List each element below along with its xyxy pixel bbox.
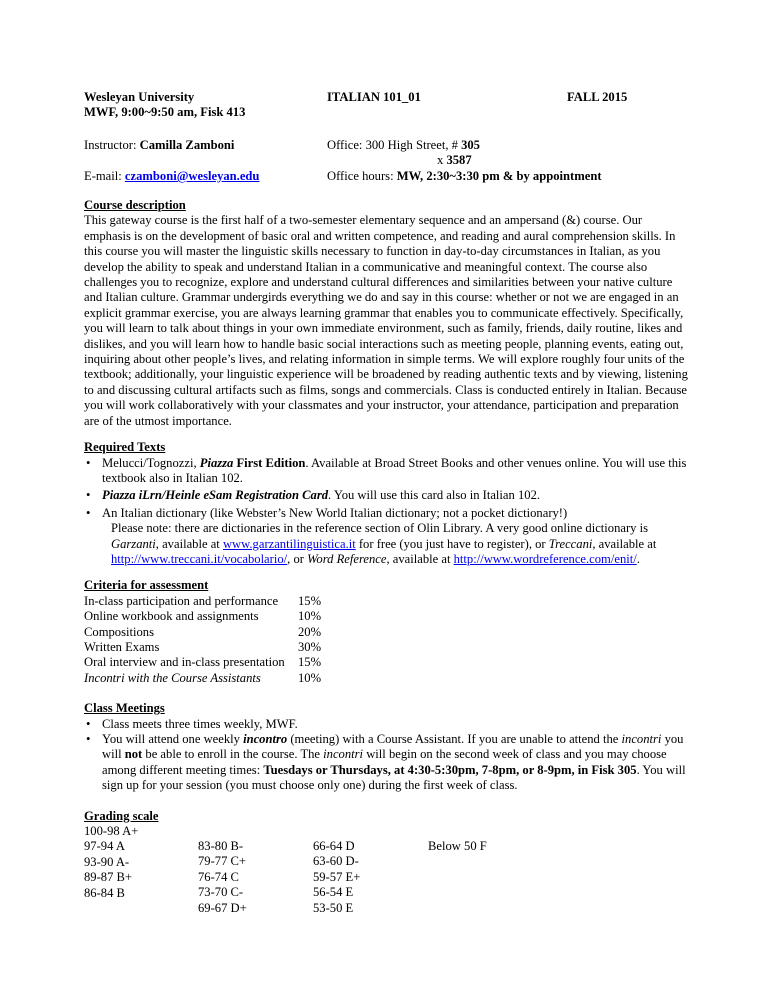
grade-entry: 89-87 B+ [84,870,133,885]
email-label: E-mail: [84,169,125,183]
grade-entry: 83-80 B- [198,839,244,854]
grade-column-4 [428,824,528,916]
list-item [102,506,692,568]
course-description-title: Course description [84,198,186,212]
grade-entry: 100-98 A+ [84,824,139,839]
office-hours-line [327,169,602,184]
instructor-line [84,138,234,153]
grade-entry: 69-67 D+ [198,900,247,915]
class-meetings-section [84,701,692,793]
grading-scale-section [84,809,692,916]
meeting-text: you will [102,732,684,762]
criteria-value: 30% [298,639,322,654]
note-text: , available at [155,536,223,551]
list-item [102,456,692,487]
office-line [327,138,480,153]
garzanti-link[interactable]: www.garzantilinguistica.it [222,536,356,551]
meeting-text: You will attend one weekly [102,732,244,746]
incontri-term: incontri [323,747,364,762]
wordreference-link[interactable]: http://www.wordreference.com/enit/ [453,551,637,566]
registration-card-title: Piazza iLrn/Heinle eSam Registration Card [102,488,329,503]
note-text: , available at [592,536,657,551]
email-link[interactable]: czamboni@wesleyan.edu [124,169,260,183]
note-text: for free (you just have to register), or [355,536,549,551]
class-schedule: MWF, 9:00~9:50 am, Fisk 413 [84,105,246,119]
instructor-label: Instructor: [84,138,140,152]
dictionary-note [102,521,692,567]
garzanti-name: Garzanti [111,536,156,551]
grade-entry: 53-50 E [313,900,354,915]
criteria-section [84,578,692,686]
course-code: ITALIAN 101_01 [327,90,421,104]
extension-label: x [437,153,447,167]
criteria-label: Oral interview and in-class presentation [84,655,285,670]
office-hours-label: Office hours: [327,169,397,183]
extension-number: 3587 [446,153,472,167]
grade-entry: 76-74 C [198,869,239,884]
criteria-table [84,594,692,686]
header [84,90,692,220]
grade-column-3 [313,824,428,916]
list-item [102,732,692,794]
instructor-name: Camilla Zamboni [139,138,235,152]
criteria-label: Online workbook and assignments [84,609,259,624]
grade-entry: 73-70 C- [198,885,244,900]
required-texts-section [84,440,692,567]
class-meetings-title: Class Meetings [84,701,165,716]
criteria-value: 10% [298,609,322,624]
university-name: Wesleyan University [84,90,195,104]
note-text: Please note: there are dictionaries in the reference section of Olin Library. A very good online dictionary is [111,521,649,536]
course-description-text: This gateway course is the first half of a two-semester elementary sequence and an ampersand (&) course. Our emphasis is on the development of basic oral and written competence, and reading and aural comprehension skills. In this course you will master the linguistic skills necessary to function in day-to-day circumstances in Italian, as you develop the ability to speak and understand Italian in a communicative and meaningful context. The course also challenges you to recognize, explore and understand cultural differences and similarities between your native culture and Italian culture. Grammar undergirds everything we do and say in this course: whether or not we are engaged in an explicit grammar exercise, you are always learning grammar that enables you to communicate effectively. Specifically, you will learn to talk about things in your own immediate environment, such as family, friends, daily routine, likes and dislikes, and you will learn how to handle basic social interactions such as meeting people, planning events, eating out, inquiring about other people’s lives, and relating information in simple terms. We will explore roughly four units of the textbook; additionally, your linguistic experience will be broadened by reading authentic texts and by viewing, listening to and discussing cultural artifacts such as films, songs and commercials. Class is conducted entirely in Italian. Because you will work collaboratively with your classmates and your instructor, your attendance, participation and preparation are of the utmost importance. [84,213,688,428]
list-item [102,488,692,503]
meeting-times: Tuesdays or Thursdays, at 4:30-5:30pm, 7-8pm, or 8-9pm, in Fisk 305 [263,762,637,777]
email-line [84,169,259,184]
criteria-label: In-class participation and performance [84,593,279,608]
not-emphasis: not [124,747,143,762]
registration-card-note: . You will use this card also in Italian 102. [328,488,541,503]
textbook-edition: First Edition [233,455,306,470]
textbook-note: . Available at Broad Street Books and other venues online. You will use this textbook also in Italian 102. [102,455,687,485]
meeting-text: be able to enroll in the course. The [142,747,324,762]
note-text: , or [287,551,308,566]
meeting-text: . You will sign up for your session (you must choose only one) during the first week of class. [102,762,686,793]
dictionary-item: An Italian dictionary (like Webster’s New World Italian dictionary; not a pocket dictionary!) [102,505,568,520]
office-number: 305 [461,138,480,152]
class-meetings-list [84,717,692,794]
grade-entry: 93-90 A- [84,854,130,869]
grade-entry: 79-77 C+ [198,854,247,869]
meeting-text: will begin on the second week of class and you may choose among different meeting times: [102,747,667,777]
extension-line [437,153,472,168]
grade-column-2 [198,824,313,916]
wordreference-name: Word Reference [307,551,387,566]
office-hours-value: MW, 2:30~3:30 pm & by appointment [396,169,602,183]
grade-entry: 97-94 A [84,839,125,854]
required-texts-title: Required Texts [84,440,166,455]
office-label: Office: 300 High Street, # [327,138,462,152]
note-text: . [636,551,640,566]
treccani-name: Treccani [548,536,593,551]
course-description-section [84,198,692,429]
meeting-text: (meeting) with a Course Assistant. If you are unable to attend the [287,732,622,746]
grade-entry: 59-57 E+ [313,869,361,884]
required-texts-list [84,456,692,568]
grading-scale-title: Grading scale [84,808,159,823]
grade-entry: 86-84 B [84,885,125,900]
term: FALL 2015 [567,90,628,104]
grade-entry: 66-64 D [313,839,355,854]
incontro-term: incontro [243,732,288,746]
grade-column-1 [84,824,198,916]
grading-scale-table [84,824,692,916]
criteria-value: 15% [298,593,322,608]
grade-entry: 56-54 E [313,885,354,900]
criteria-label: Compositions [84,624,154,639]
criteria-label: Incontri with the Course Assistants [84,670,261,685]
criteria-value: 15% [298,655,322,670]
syllabus-page [84,90,692,916]
treccani-link[interactable]: http://www.treccani.it/vocabolario/ [111,551,288,566]
note-text: , available at [386,551,454,566]
grade-entry: Below 50 F [428,839,487,854]
textbook-title: Piazza [199,455,234,470]
criteria-title: Criteria for assessment [84,578,209,593]
criteria-label: Written Exams [84,639,160,654]
grade-entry: 63-60 D- [313,854,359,869]
criteria-value: 20% [298,624,322,639]
list-item: • Class meets three times weekly, MWF. [102,717,692,732]
criteria-value: 10% [298,670,322,685]
textbook-authors: Melucci/Tognozzi, [102,455,200,470]
incontri-term: incontri [621,732,662,746]
